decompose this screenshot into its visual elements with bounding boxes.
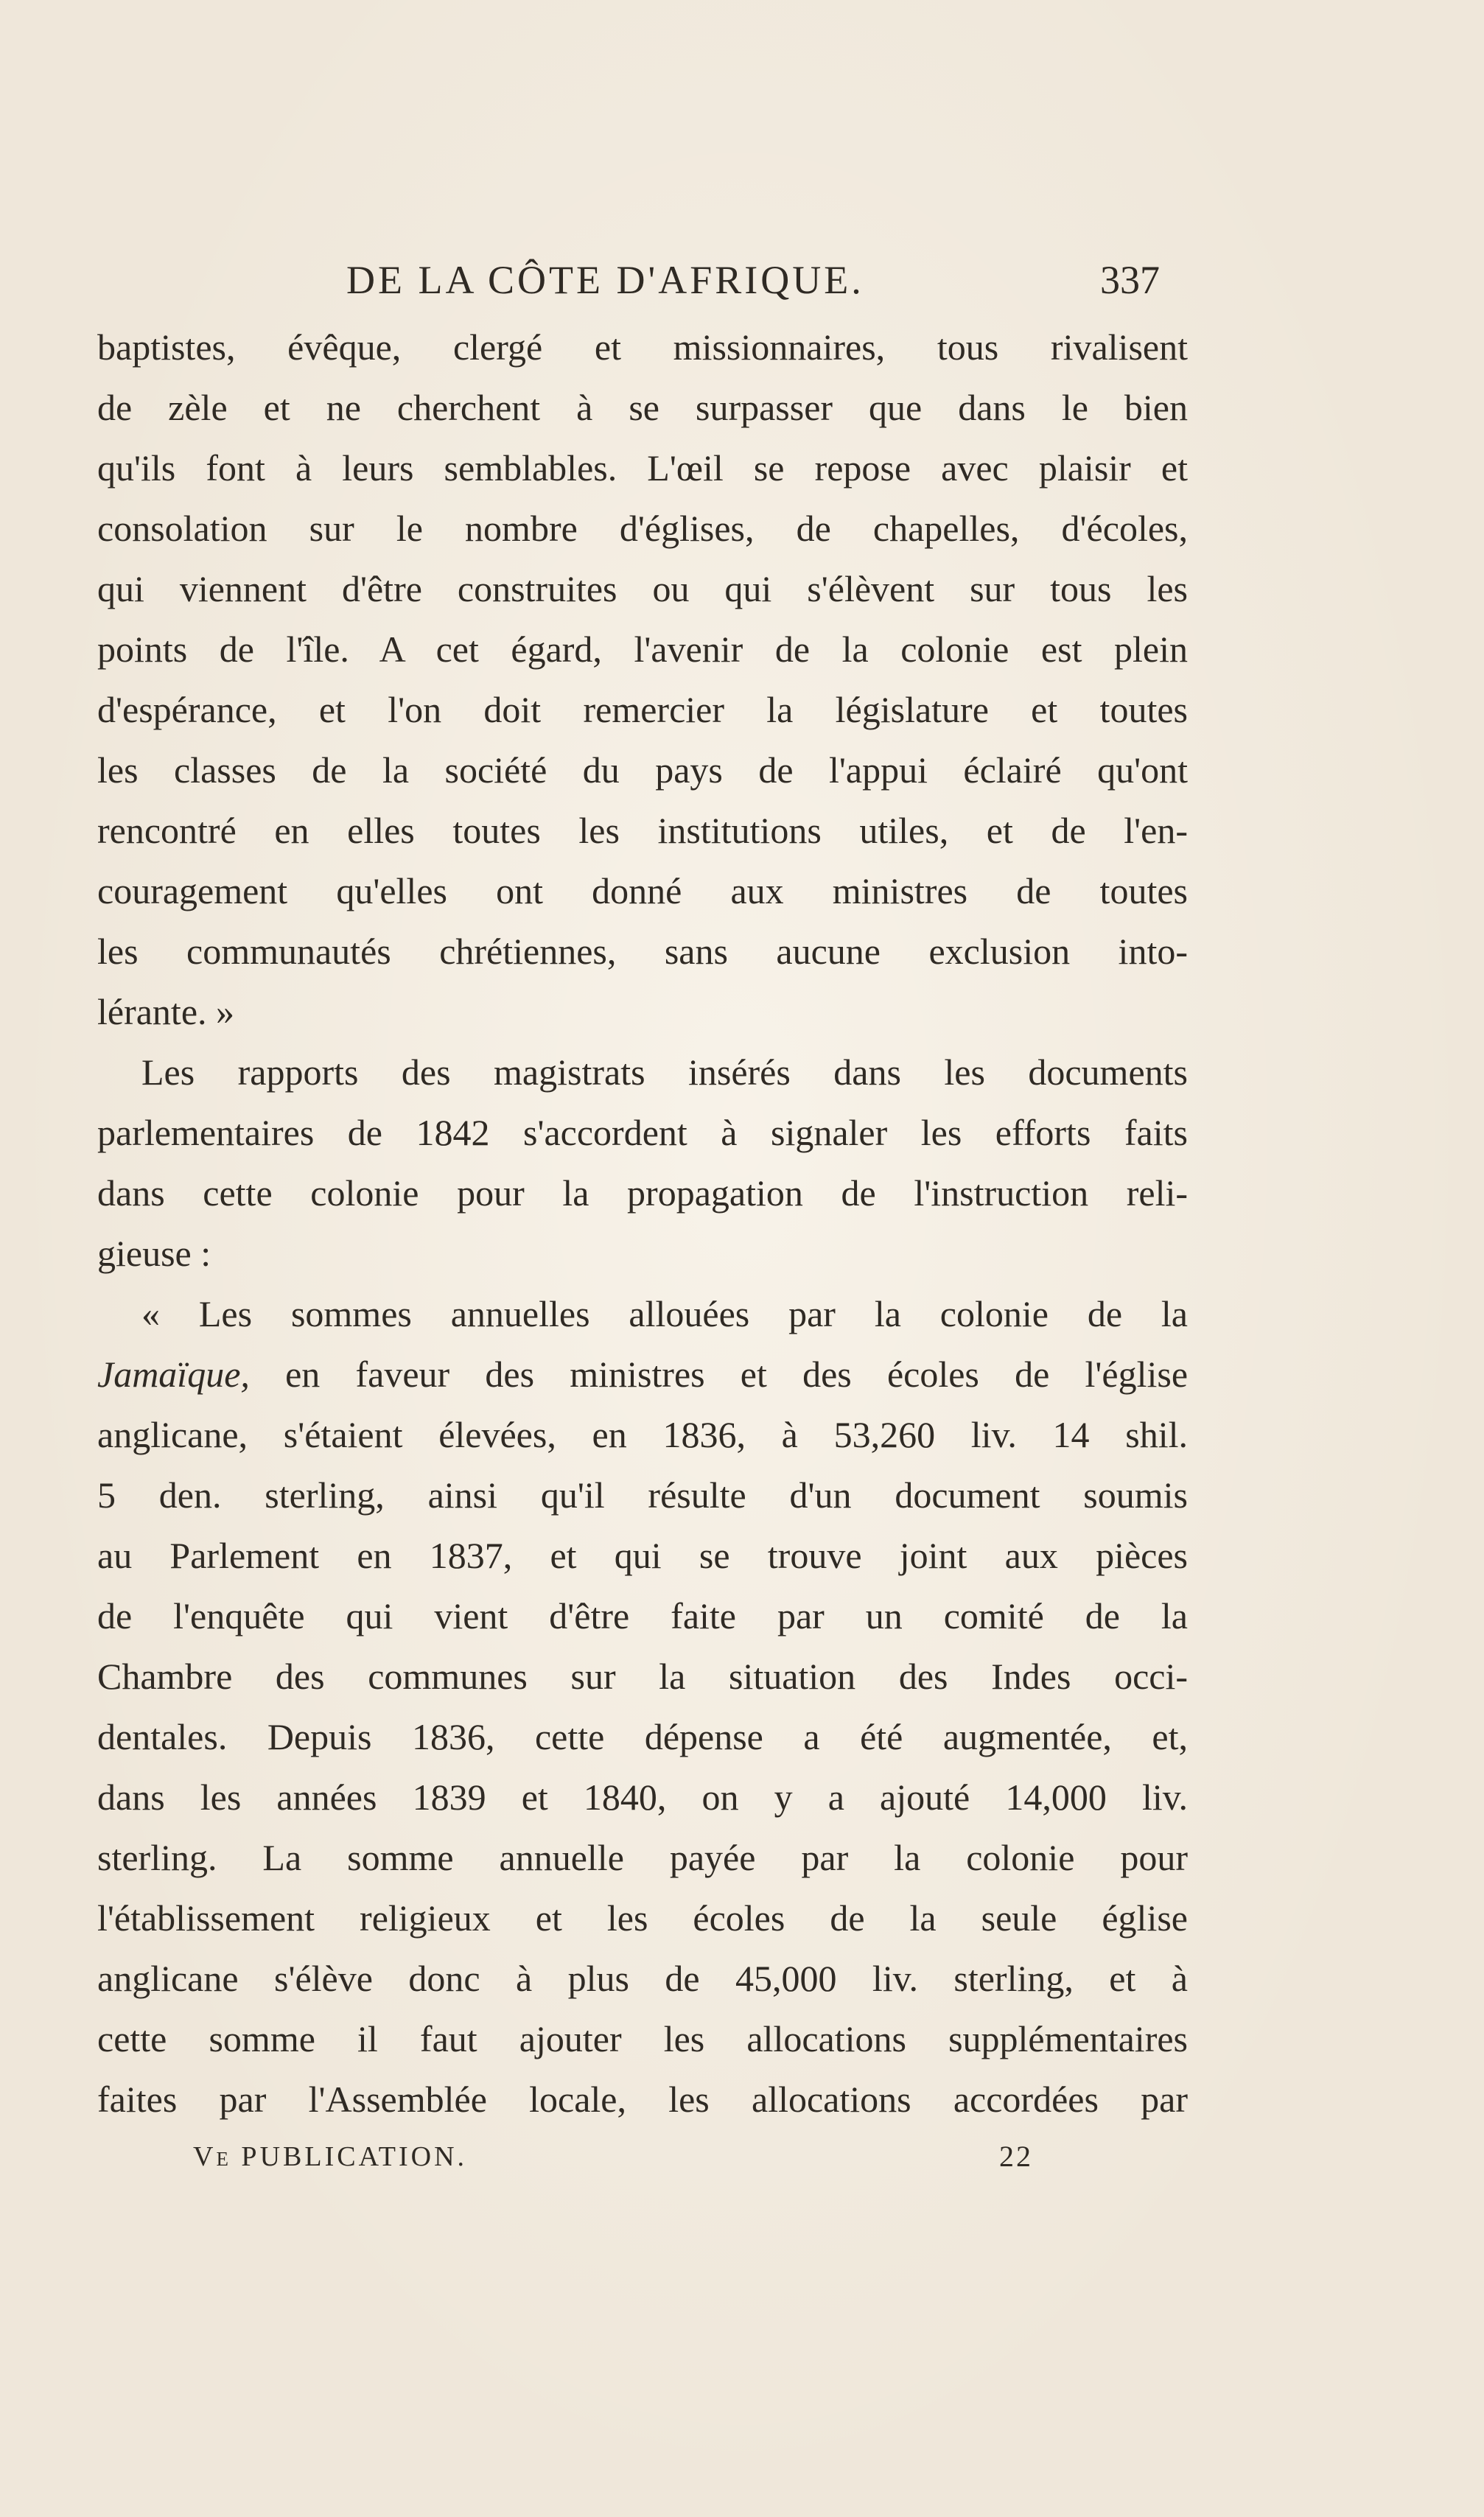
text-line xyxy=(97,1344,1188,1404)
printer-signature: Ve PUBLICATION. xyxy=(193,2141,468,2172)
quotation-start-line: « Les sommes annuelles allouées par la colonie de la xyxy=(141,1293,1188,1334)
text-line: les classes de la société du pays de l'appui éclairé qu'ont xyxy=(97,749,1188,791)
page-footer xyxy=(0,2131,1484,2182)
text-line: l'établissement religieux et les écoles de la seule église xyxy=(97,1897,1188,1939)
italic-place-name: Jamaïque, xyxy=(97,1354,250,1395)
text-line: consolation sur le nombre d'églises, de chapelles, d'écoles, xyxy=(97,508,1188,549)
paragraph-start-line: Les rapports des magistrats insérés dans les documents xyxy=(141,1051,1188,1093)
text-line: cette somme il faut ajouter les allocations supplémentaires xyxy=(97,2018,1188,2059)
text-line: dans cette colonie pour la propagation de l'instruction reli- xyxy=(97,1172,1188,1214)
text-line: anglicane, s'étaient élevées, en 1836, à 53,260 liv. 14 shil. xyxy=(97,1414,1188,1455)
text-line: de l'enquête qui vient d'être faite par un comité de la xyxy=(97,1595,1188,1636)
text-line: dentales. Depuis 1836, cette dépense a été augmentée, et, xyxy=(97,1716,1188,1757)
text-line: Chambre des communes sur la situation des Indes occi- xyxy=(97,1656,1188,1697)
text-line: parlementaires de 1842 s'accordent à signaler les efforts faits xyxy=(97,1112,1188,1153)
text-line: points de l'île. A cet égard, l'avenir de la colonie est plein xyxy=(97,629,1188,670)
running-head xyxy=(0,251,1484,309)
text-line: faites par l'Assemblée locale, les allocations accordées par xyxy=(97,2079,1188,2120)
text-line: couragement qu'elles ont donné aux ministres de toutes xyxy=(97,870,1188,911)
text-line-rest: en faveur des ministres et des écoles de l'église xyxy=(285,1354,1188,1395)
text-line: dans les années 1839 et 1840, on y a ajouté 14,000 liv. xyxy=(97,1776,1188,1818)
text-line: les communautés chrétiennes, sans aucune exclusion into- xyxy=(97,931,1188,972)
running-head-title: DE LA CÔTE D'AFRIQUE. xyxy=(346,258,864,302)
sheet-number: 22 xyxy=(999,2140,1033,2173)
text-line: lérante. » xyxy=(97,991,235,1032)
text-line: qu'ils font à leurs semblables. L'œil se repose avec plaisir et xyxy=(97,447,1188,489)
body-text xyxy=(97,317,1188,2129)
text-line: sterling. La somme annuelle payée par la colonie pour xyxy=(97,1837,1188,1878)
text-line: baptistes, évêque, clergé et missionnaires, tous rivalisent xyxy=(97,326,1188,368)
text-line: au Parlement en 1837, et qui se trouve joint aux pièces xyxy=(97,1535,1188,1576)
text-line: 5 den. sterling, ainsi qu'il résulte d'un document soumis xyxy=(97,1474,1188,1516)
text-line: anglicane s'élève donc à plus de 45,000 liv. sterling, et à xyxy=(97,1958,1188,1999)
text-line: rencontré en elles toutes les institutions utiles, et de l'en- xyxy=(97,810,1188,851)
text-line: gieuse : xyxy=(97,1233,211,1274)
text-line: qui viennent d'être construites ou qui s'élèvent sur tous les xyxy=(97,568,1188,609)
text-line: de zèle et ne cherchent à se surpasser que dans le bien xyxy=(97,387,1188,428)
text-line: d'espérance, et l'on doit remercier la législature et toutes xyxy=(97,689,1188,730)
page-number: 337 xyxy=(1100,258,1160,302)
